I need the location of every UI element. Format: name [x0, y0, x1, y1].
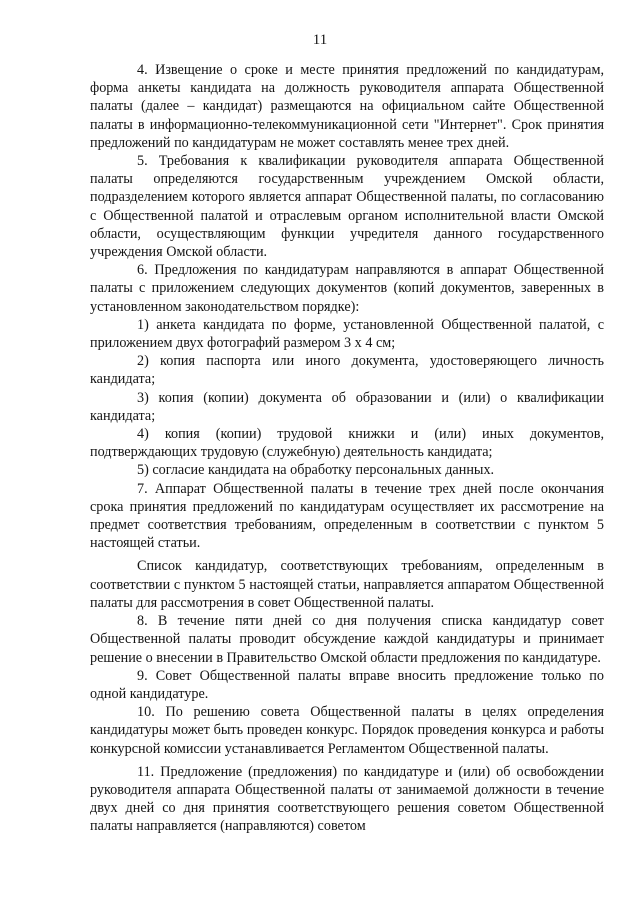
paragraph-item-8: 8. В течение пяти дней со дня получения списка кандидатур совет Общественной палаты проводит обсуждение каждой кандидатуры и принимает решение о внесении в Правительство Омской области предложения по кандидатуре.	[90, 613, 604, 666]
subitem-6-5: 5) согласие кандидата на обработку персональных данных.	[137, 462, 495, 479]
paragraph-item-7-list: Список кандидатур, соответствующих требованиям, определенным в соответствии с пунктом 5 настоящей статьи, направляется аппаратом Общественной палаты для рассмотрения в совет Общественной палаты.	[90, 558, 604, 611]
paragraph-item-4: 4. Извещение о сроке и месте принятия предложений по кандидатурам, форма анкеты кандидата на должность руководителя аппарата Общественной палаты (далее – кандидат) размещаются на официальном сайте Общественной палаты в информационно-телекоммуникационной сети "Интернет". Срок принятия предложений по кандидатурам не может составлять менее трех дней.	[90, 62, 604, 151]
subitem-6-4: 4) копия (копии) трудовой книжки и (или) иных документов, подтверждающих трудовую (служебную) деятельность кандидата;	[90, 426, 604, 461]
paragraph-item-6: 6. Предложения по кандидатурам направляются в аппарат Общественной палаты с приложением следующих документов (копий документов, заверенных в установленном законодательством порядке):	[90, 262, 604, 315]
paragraph-item-10: 10. По решению совета Общественной палаты в целях определения кандидатуры может быть проведен конкурс. Порядок проведения конкурса и работы конкурсной комиссии устанавливается Регламентом Общественной палаты.	[90, 704, 604, 757]
subitem-6-1: 1) анкета кандидата по форме, установленной Общественной палатой, с приложением двух фотографий размером 3 х 4 см;	[90, 316, 604, 352]
subitem-6-3: 3) копия (копии) документа об образовании и (или) о квалификации кандидата;	[90, 389, 604, 424]
paragraph-item-11: 11. Предложение (предложения) по кандидатуре и (или) об освобождении руководителя аппарата Общественной палаты от занимаемой должности в течение двух дней со дня принятия соответствующего решения советом Общественной палаты направляется (направляются) советом	[90, 763, 604, 835]
subitem-6-2: 2) копия паспорта или иного документа, удостоверяющего личность кандидата;	[90, 353, 604, 388]
paragraph-item-5: 5. Требования к квалификации руководителя аппарата Общественной палаты определяются государственным учреждением Омской области, подразделением которого является аппарат Общественной палаты, по согласованию с Общественной палатой и отраслевым органом исполнительной власти Омской области, осуществляющим функции учредителя данного государственного учреждения Омской области.	[90, 153, 604, 261]
paragraph-item-7: 7. Аппарат Общественной палаты в течение трех дней после окончания срока принятия предложений по кандидатурам осуществляет их рассмотрение на предмет соответствия требованиям, определенным в соответствии с пунктом 5 настоящей статьи.	[90, 480, 604, 552]
document-body	[90, 61, 604, 836]
page-number: 11	[312, 32, 328, 48]
paragraph-item-9: 9. Совет Общественной палаты вправе вносить предложение только по одной кандидатуре.	[90, 667, 604, 702]
